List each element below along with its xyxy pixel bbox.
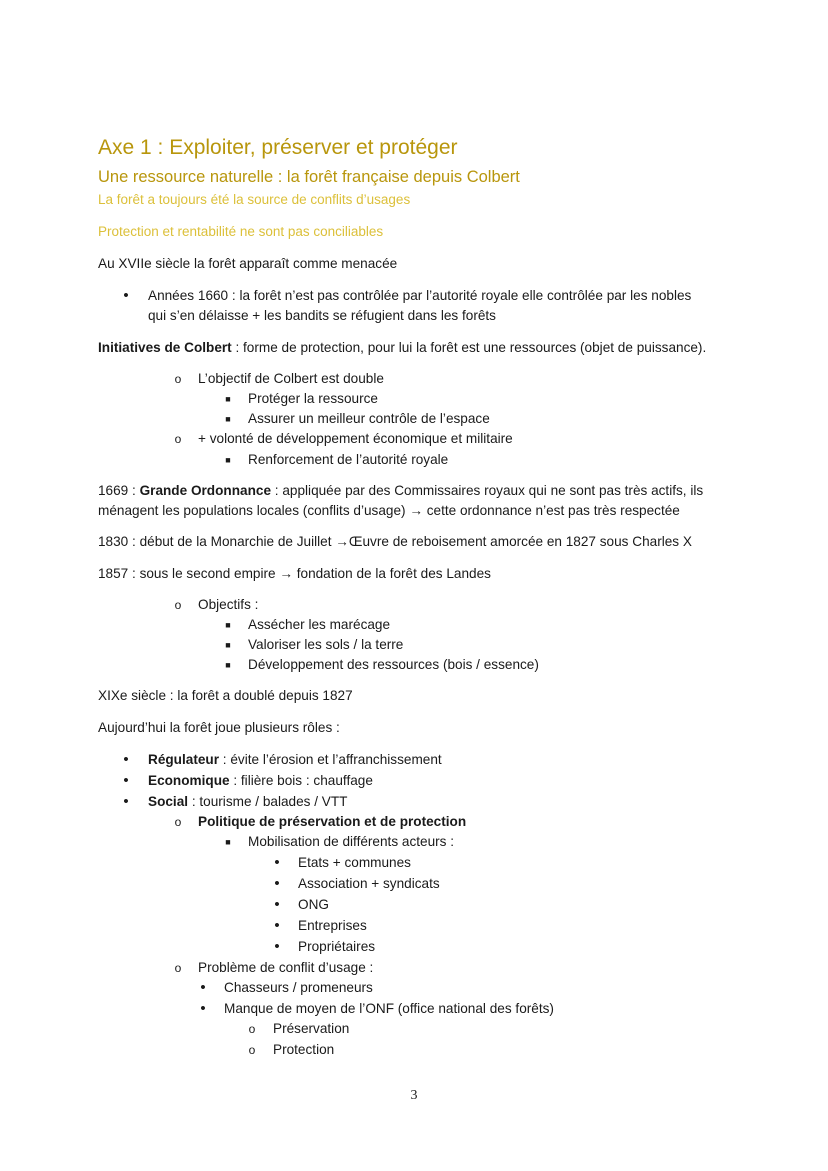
bullet-circle-icon: o [174,432,182,446]
arrow-right-icon: → [409,503,423,518]
list-item: Protection [273,1042,335,1057]
arrow-right-icon: → [335,534,349,549]
role-text: : filière bois : chauffage [229,773,373,788]
heading-axe-1: Axe 1 : Exploiter, préserver et protéger [98,136,458,159]
bullet-disc-icon: • [123,751,129,768]
bullet-1660-line2: qui s’en délaisse + les bandits se réfugient dans les forêts [148,308,496,323]
paragraph-xviie: Au XVIIe siècle la forêt apparaît comme menacée [98,256,398,271]
paragraph-monarchie [98,532,692,552]
monarchie-a: 1830 : début de la Monarchie de Juillet [98,534,336,549]
paragraph-xixe: XIXe siècle : la forêt a doublé depuis 1827 [98,688,353,703]
ordonnance-line1: : appliquée par des Commissaires royaux qui ne sont pas très actifs, ils [271,483,704,498]
ordonnance-label: Grande Ordonnance [139,483,272,498]
probleme-label: Problème de conflit d’usage : [198,960,374,975]
list-item: Etats + communes [298,855,411,870]
colbert-volonte: + volonté de développement économique et militaire [198,431,513,446]
list-item: Développement des ressources (bois / essence) [248,657,539,672]
paragraph-ordonnance-line1 [98,481,703,501]
list-item: Assurer un meilleur contrôle de l’espace [248,411,490,426]
bullet-disc-icon: • [274,875,280,892]
role-social [148,792,347,812]
ordonnance-line2a: ménagent les populations locales (conflits d’usage) [98,503,410,518]
paragraph-colbert [98,338,706,358]
list-item: Manque de moyen de l’ONF (office national des forêts) [224,1001,554,1016]
bullet-disc-icon: • [274,854,280,871]
role-economique [148,771,373,791]
list-item: Chasseurs / promeneurs [224,980,373,995]
bullet-1660-line1: Années 1660 : la forêt n’est pas contrôlée par l’autorité royale elle contrôlée par les nobles [148,288,692,303]
role-text: : évite l’érosion et l’affranchissement [219,752,442,767]
role-regulateur [148,750,442,770]
politique-heading: Politique de préservation et de protection [198,814,467,829]
bullet-disc-icon: • [274,917,280,934]
role-text: : tourisme / balades / VTT [188,794,348,809]
list-item: Renforcement de l’autorité royale [248,452,449,467]
bullet-circle-icon: o [174,372,182,386]
bullet-disc-icon: • [274,896,280,913]
bullet-disc-icon: • [274,938,280,955]
bullet-circle-icon: o [174,961,182,975]
role-label: Social [148,794,189,809]
paragraph-aujourdhui: Aujourd’hui la forêt joue plusieurs rôles : [98,720,340,735]
bullet-disc-icon: • [200,979,206,996]
bullet-disc-icon: • [123,772,129,789]
bullet-disc-icon: • [123,793,129,810]
role-label: Economique [148,773,230,788]
empire-a: 1857 : sous le second empire [98,566,280,581]
list-item: Assécher les marécage [248,617,391,632]
bullet-circle-icon: o [174,598,182,612]
list-item: Valoriser les sols / la terre [248,637,404,652]
bullet-square-icon: ■ [225,455,231,465]
bullet-disc-icon: • [123,287,129,304]
bullet-square-icon: ■ [225,414,231,424]
role-label: Régulateur [148,752,220,767]
paragraph-empire [98,564,491,584]
bullet-square-icon: ■ [225,394,231,404]
bullet-circle-icon: o [248,1022,256,1036]
bullet-circle-icon: o [174,815,182,829]
bullet-disc-icon: • [200,1000,206,1017]
arrow-right-icon: → [279,566,293,581]
paragraph-ordonnance-line2 [98,501,680,521]
bullet-square-icon: ■ [225,660,231,670]
heading-ressource-naturelle: Une ressource naturelle : la forêt française depuis Colbert [98,168,520,186]
colbert-text: : forme de protection, pour lui la forêt est une ressources (objet de puissance). [231,340,707,355]
list-item: Association + syndicats [298,876,440,891]
bullet-circle-icon: o [248,1043,256,1057]
colbert-label: Initiatives de Colbert [98,340,232,355]
list-item: Entreprises [298,918,367,933]
list-item: ONG [298,897,329,912]
ordonnance-line2b: cette ordonnance n’est pas très respectée [422,503,680,518]
empire-b: fondation de la forêt des Landes [292,566,491,581]
list-item: Propriétaires [298,939,376,954]
list-item: Préservation [273,1021,350,1036]
list-item: Protéger la ressource [248,391,378,406]
page-number: 3 [410,1088,418,1103]
heading-protection-rentabilite: Protection et rentabilité ne sont pas conciliables [98,224,384,239]
bullet-square-icon: ■ [225,640,231,650]
colbert-objective: L’objectif de Colbert est double [198,371,384,386]
monarchie-b: Œuvre de reboisement amorcée en 1827 sous Charles X [348,534,692,549]
ordonnance-year: 1669 : [98,483,140,498]
mobilisation-label: Mobilisation de différents acteurs : [248,834,455,849]
objectifs-label: Objectifs : [198,597,259,612]
bullet-square-icon: ■ [225,620,231,630]
bullet-square-icon: ■ [225,837,231,847]
heading-conflits-usages: La forêt a toujours été la source de conflits d’usages [98,192,411,207]
